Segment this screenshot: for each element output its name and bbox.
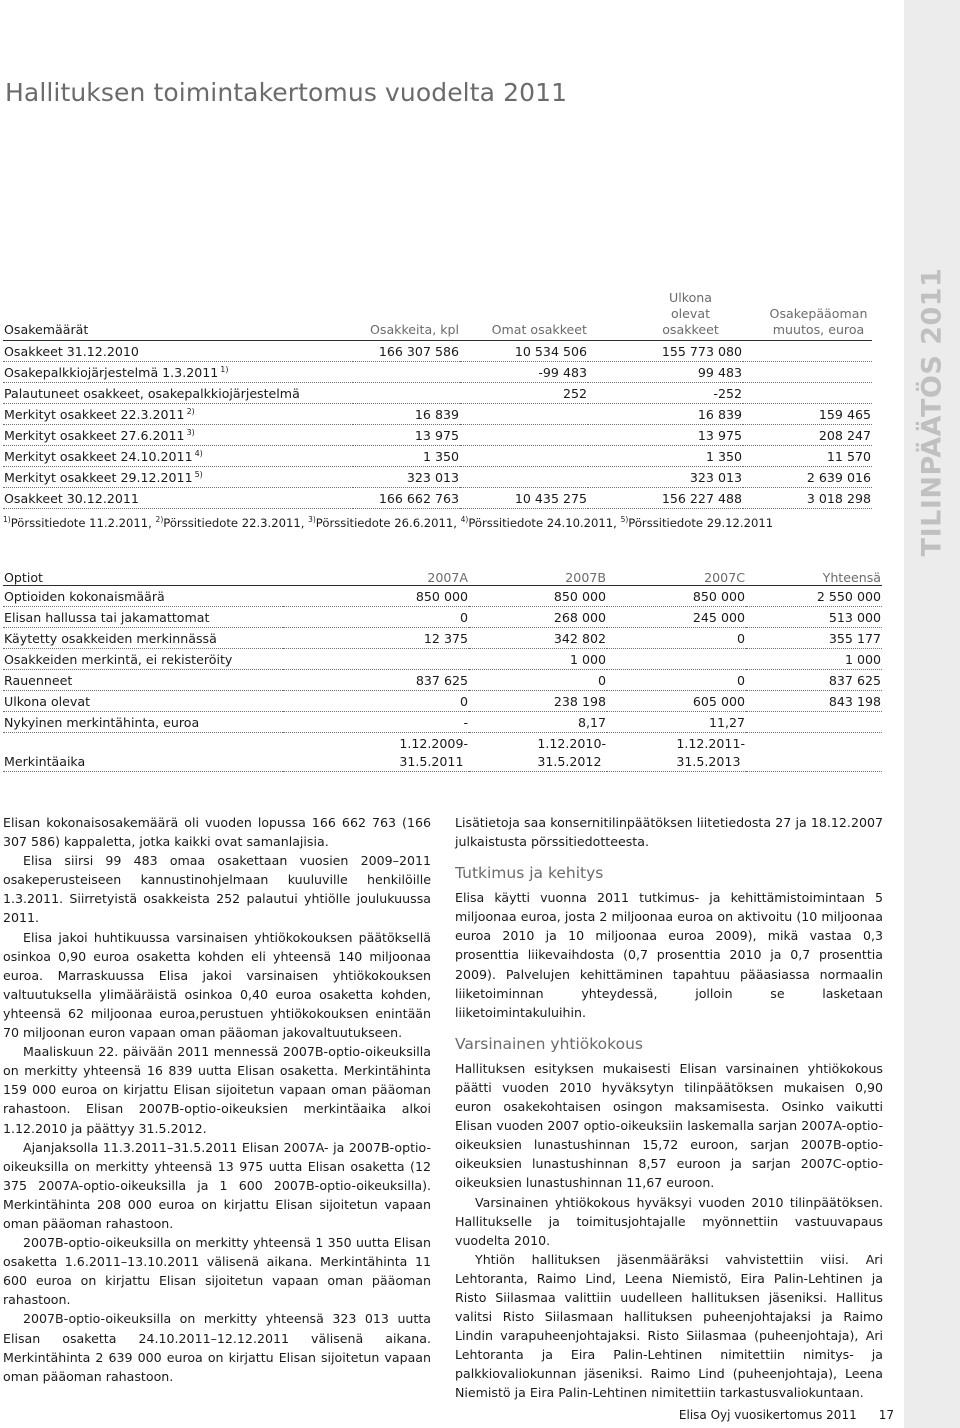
paragraph: Elisa siirsi 99 483 omaa osakettaan vuosien 2009–2011 osakeperusteiseen kannustinohjelmaan kuuluville henkilöille 1.3.2011. Siirretyistä osakkeista 252 palautui yhtiölle joulukuussa 2011. xyxy=(3,853,431,926)
table-cell: 850 000 xyxy=(283,586,469,607)
table-cell xyxy=(607,649,746,670)
table-cell: 159 465 xyxy=(743,404,872,425)
table-cell xyxy=(746,733,882,772)
footnote-marker: 1) xyxy=(220,364,229,374)
row-label: Merkityt osakkeet 24.10.2011 $^{4)}$ xyxy=(3,446,353,467)
table-cell: 166 662 763 xyxy=(353,488,460,509)
row-label: Palautuneet osakkeet, osakepalkkiojärjestelmä xyxy=(3,383,353,404)
table-cell: 13 975 xyxy=(588,425,743,446)
table-cell: 1 350 xyxy=(353,446,460,467)
table-cell: 837 625 xyxy=(283,670,469,691)
paragraph: 2007B-optio-oikeuksilla on merkitty yhteensä 1 350 uutta Elisan osaketta 1.6.2011–13.10.2011 välisenä aikana. Merkintähinta 11 600 euroa on kirjattu Elisan sijoitetun vapaan oman pääoman rahastoon. xyxy=(3,1235,431,1308)
footnote-marker: 4) xyxy=(460,515,469,524)
table-cell: 0 xyxy=(469,670,607,691)
table-cell: 850 000 xyxy=(469,586,607,607)
table-cell: 155 773 080 xyxy=(588,341,743,362)
table-cell xyxy=(460,446,588,467)
row-label: Merkityt osakkeet 22.3.2011 $^{2)}$ xyxy=(3,404,353,425)
table-cell: 1.12.2009- 31.5.2011 xyxy=(283,733,469,772)
table-row xyxy=(3,383,872,404)
table-cell: 166 307 586 xyxy=(353,341,460,362)
row-label: Rauenneet xyxy=(3,670,283,691)
row-label: Merkintäaika xyxy=(3,733,283,772)
table-cell: -99 483 xyxy=(460,362,588,383)
table-cell xyxy=(743,362,872,383)
column-header: Osakemäärät xyxy=(3,290,353,341)
table-cell: 10 534 506 xyxy=(460,341,588,362)
paragraph: Elisa jakoi huhtikuussa varsinaisen yhtiökokouksen päätöksellä osinkoa 0,90 euroa osaketta kohden eli yhteensä 140 miljoonaa euroa. Marraskuussa Elisa jakoi varsinaisen yhtiökokouksen valtuutuksella ylimääräistä osinkoa 0,40 euroa osaketta kohden, yhteensä 62 miljoonaa euroa,perustuen yhtiökokouksen enintään 70 miljoonan euron vapaan oman pääoman jakovaltuutukseen. xyxy=(3,929,431,1041)
table-cell: 843 198 xyxy=(746,691,882,712)
table-cell: 16 839 xyxy=(353,404,460,425)
paragraph: Varsinainen yhtiökokous hyväksyi vuoden 2010 tilinpäätöksen. Hallitukselle ja toimitusjohtajalle myönnettiin vastuuvapaus vuodelta 2010. xyxy=(455,1194,883,1248)
table-row xyxy=(3,488,872,509)
table-cell xyxy=(283,649,469,670)
table-cell xyxy=(460,467,588,488)
table-row xyxy=(3,446,872,467)
column-header: Ulkona olevat osakkeet xyxy=(588,290,743,341)
table-cell: 837 625 xyxy=(746,670,882,691)
footnote-marker: 1) xyxy=(3,515,11,524)
table-cell: 11 570 xyxy=(743,446,872,467)
footer-text: Elisa Oyj vuosikertomus 2011 xyxy=(678,1408,857,1422)
table-cell: 342 802 xyxy=(469,628,607,649)
table-cell: 268 000 xyxy=(469,607,607,628)
footnote-marker: 3) xyxy=(308,515,316,524)
column-header: 2007B xyxy=(469,565,607,586)
row-label: Merkityt osakkeet 27.6.2011 $^{3)}$ xyxy=(3,425,353,446)
table-cell: 245 000 xyxy=(607,607,746,628)
table-cell: 323 013 xyxy=(588,467,743,488)
row-label: Optioiden kokonaismäärä xyxy=(3,586,283,607)
table-row xyxy=(3,691,882,712)
options-table xyxy=(3,565,882,772)
table-cell: 252 xyxy=(460,383,588,404)
column-header: Omat osakkeet xyxy=(460,290,588,341)
footnote-text: Pörssitiedote 24.10.2011, xyxy=(468,515,621,530)
section-heading: Tutkimus ja kehitys xyxy=(455,864,604,883)
table-row xyxy=(3,586,882,607)
footnote-text: Pörssitiedote 11.2.2011, xyxy=(10,515,156,530)
shares-table xyxy=(3,290,872,509)
paragraph: Elisan kokonaisosakemäärä oli vuoden lopussa 166 662 763 (166 307 586) kappaletta, jotka kaikki ovat samanlajisia. xyxy=(3,815,431,850)
table-cell: 1.12.2010- 31.5.2012 xyxy=(469,733,607,772)
table-row xyxy=(3,404,872,425)
table-header-row xyxy=(3,565,882,586)
table-cell: 11,27 xyxy=(607,712,746,733)
column-header: 2007A xyxy=(283,565,469,586)
table-cell: 605 000 xyxy=(607,691,746,712)
row-label: Osakkeiden merkintä, ei rekisteröity xyxy=(3,649,283,670)
table-cell: - xyxy=(283,712,469,733)
table-cell xyxy=(743,383,872,404)
paragraph: Lisätietoja saa konsernitilinpäätöksen liitetiedosta 27 ja 18.12.2007 julkaistusta pörssitiedotteesta. xyxy=(455,815,883,850)
section-sidebar xyxy=(904,0,960,1428)
table-cell: 238 198 xyxy=(469,691,607,712)
table-footnotes xyxy=(3,515,773,530)
table-cell xyxy=(353,383,460,404)
table-cell: 3 018 298 xyxy=(743,488,872,509)
table-cell: 0 xyxy=(283,691,469,712)
table-cell: 1 000 xyxy=(469,649,607,670)
left-text-column xyxy=(3,813,431,1386)
table-cell xyxy=(460,404,588,425)
table-cell: 850 000 xyxy=(607,586,746,607)
footnote-marker: 2) xyxy=(155,515,164,524)
table-row xyxy=(3,425,872,446)
table-row xyxy=(3,467,872,488)
table-cell: 1 350 xyxy=(588,446,743,467)
table-row xyxy=(3,362,872,383)
table-row xyxy=(3,607,882,628)
table-cell: -252 xyxy=(588,383,743,404)
table-cell: 1.12.2011- 31.5.2013 xyxy=(607,733,746,772)
table-cell: 355 177 xyxy=(746,628,882,649)
table-row xyxy=(3,670,882,691)
table-cell xyxy=(743,341,872,362)
paragraph: Elisa käytti vuonna 2011 tutkimus- ja kehittämistoimintaan 5 miljoonaa euroa, josta 2 miljoonaa euroa on aktivoitu (10 miljoonaa euroa 2010 ja 10 miljoonaa euroa 2009), mikä vastaa 0,3 prosenttia liikevaihdosta (0,7 prosenttia 2010 ja 0,7 prosenttia 2009). Palvelujen kehittäminen tapahtuu pääasiassa normaalin liiketoiminnan yhteydessä, jolloin se lasketaan liiketoimintakuluihin. xyxy=(455,890,883,1020)
paragraph: 2007B-optio-oikeuksilla on merkitty yhteensä 323 013 uutta Elisan osaketta 24.10.2011–12.12.2011 välisenä aikana. Merkintähinta 2 639 000 euroa on kirjattu Elisan sijoitetun vapaan oman pääoman rahastoon. xyxy=(3,1311,431,1384)
footnote-text: Pörssitiedote 26.6.2011, xyxy=(315,515,461,530)
table-cell: 0 xyxy=(283,607,469,628)
paragraph: Yhtiön hallituksen jäsenmääräksi vahvistettiin viisi. Ari Lehtoranta, Raimo Lind, Leena Niemistö, Eira Palin-Lehtinen ja Risto Siilasmaa valittiin uudelleen hallituksen jäseniksi. Hallitus valitsi Risto Siilasmaan hallituksen puheenjohtajaksi ja Raimo Lindin varapuheenjohtajaksi. Risto Siilasmaa (puheenjohtaja), Ari Lehtoranta ja Eira Palin-Lehtinen nimitettiin nimitys- ja palkkiovaliokunnan jäseniksi. Raimo Lind (puheenjohtaja), Leena Niemistö ja Eira Palin-Lehtinen nimitettiin tarkastusvaliokuntaan. xyxy=(455,1251,883,1401)
table-cell: 1 000 xyxy=(746,649,882,670)
table-cell: 13 975 xyxy=(353,425,460,446)
paragraph: Ajanjaksolla 11.3.2011–31.5.2011 Elisan 2007A- ja 2007B-optio-oikeuksilla on merkitty yhteensä 13 975 uutta Elisan osaketta (12 375 2007A-optio-oikeuksilla ja 1 600 2007B-optio-oikeuksilla). Merkintähinta 208 000 euroa on kirjattu Elisan sijoitetun vapaan oman pääoman rahastoon. xyxy=(3,1139,431,1231)
footnote-marker: 3) xyxy=(186,427,195,437)
table-cell: 2 639 016 xyxy=(743,467,872,488)
row-label: Käytetty osakkeiden merkinnässä xyxy=(3,628,283,649)
footnote-marker: 5) xyxy=(194,469,203,479)
footnote-text: Pörssitiedote 29.12.2011 xyxy=(628,515,774,530)
table-cell xyxy=(460,425,588,446)
table-cell: 16 839 xyxy=(588,404,743,425)
table-cell: 0 xyxy=(607,670,746,691)
row-label: Merkityt osakkeet 29.12.2011 $^{5)}$ xyxy=(3,467,353,488)
table-cell: 99 483 xyxy=(588,362,743,383)
page-title: Hallituksen toimintakertomus vuodelta 2011 xyxy=(5,78,568,107)
column-header: Osakkeita, kpl xyxy=(353,290,460,341)
section-heading: Varsinainen yhtiökokous xyxy=(455,1034,643,1053)
footnote-marker: 5) xyxy=(620,515,629,524)
paragraph: Maaliskuun 22. päivään 2011 mennessä 2007B-optio-oikeuksilla on merkitty yhteensä 16 839 uutta Elisan osaketta. Merkintähinta 159 000 euroa on kirjattu Elisan sijoitetun vapaan oman pääoman rahastoon. Elisan 2007B-optio-oikeuksien merkintäaika alkoi 1.12.2010 ja päättyy 31.5.2012. xyxy=(3,1044,431,1136)
row-label: Nykyinen merkintähinta, euroa xyxy=(3,712,283,733)
table-cell: 208 247 xyxy=(743,425,872,446)
table-cell: 156 227 488 xyxy=(588,488,743,509)
table-row xyxy=(3,733,882,772)
column-header: Osakepääoman muutos, euroa xyxy=(743,290,872,341)
table-cell xyxy=(746,712,882,733)
table-cell: 513 000 xyxy=(746,607,882,628)
page-number: 17 xyxy=(878,1408,894,1422)
table-cell: 12 375 xyxy=(283,628,469,649)
row-label: Osakkeet 30.12.2011 xyxy=(3,488,353,509)
table-cell xyxy=(353,362,460,383)
paragraph: Hallituksen esityksen mukaisesti Elisan varsinainen yhtiökokous päätti vuoden 2010 hyväksytyn tilinpäätöksen mukaisen 0,90 euron osakekohtaisen osingon maksamisesta. Osinko vaikutti Elisan vuoden 2007 optio-oikeuksiin laskemalla sarjan 2007A-optio-oikeuksien lunastushinnan 15,72 euroon, sarjan 2007B-optio-oikeuksien lunastushinnan 8,57 euroon ja sarjan 2007C-optio-oikeuksien lunastushinnan 11,67 euroon. xyxy=(455,1060,883,1191)
table-cell: 8,17 xyxy=(469,712,607,733)
sidebar-label: TILINPÄÄTÖS 2011 xyxy=(916,267,948,557)
row-label: Osakepalkkiojärjestelmä 1.3.2011 $^{1)}$ xyxy=(3,362,353,383)
table-header-row xyxy=(3,290,872,341)
footnote-text: Pörssitiedote 22.3.2011, xyxy=(163,515,309,530)
row-label: Ulkona olevat xyxy=(3,691,283,712)
footnote-marker: 2) xyxy=(186,406,195,416)
table-cell: 0 xyxy=(607,628,746,649)
right-text-column xyxy=(455,813,883,1403)
table-row xyxy=(3,712,882,733)
footnote-marker: 4) xyxy=(194,448,203,458)
page-footer xyxy=(679,1408,894,1422)
column-header: 2007C xyxy=(607,565,746,586)
row-label: Elisan hallussa tai jakamattomat xyxy=(3,607,283,628)
table-cell: 10 435 275 xyxy=(460,488,588,509)
column-header: Optiot xyxy=(3,565,283,586)
table-cell: 323 013 xyxy=(353,467,460,488)
table-row xyxy=(3,628,882,649)
table-row xyxy=(3,649,882,670)
row-label: Osakkeet 31.12.2010 xyxy=(3,341,353,362)
column-header: Yhteensä xyxy=(746,565,882,586)
table-row xyxy=(3,341,872,362)
table-cell: 2 550 000 xyxy=(746,586,882,607)
